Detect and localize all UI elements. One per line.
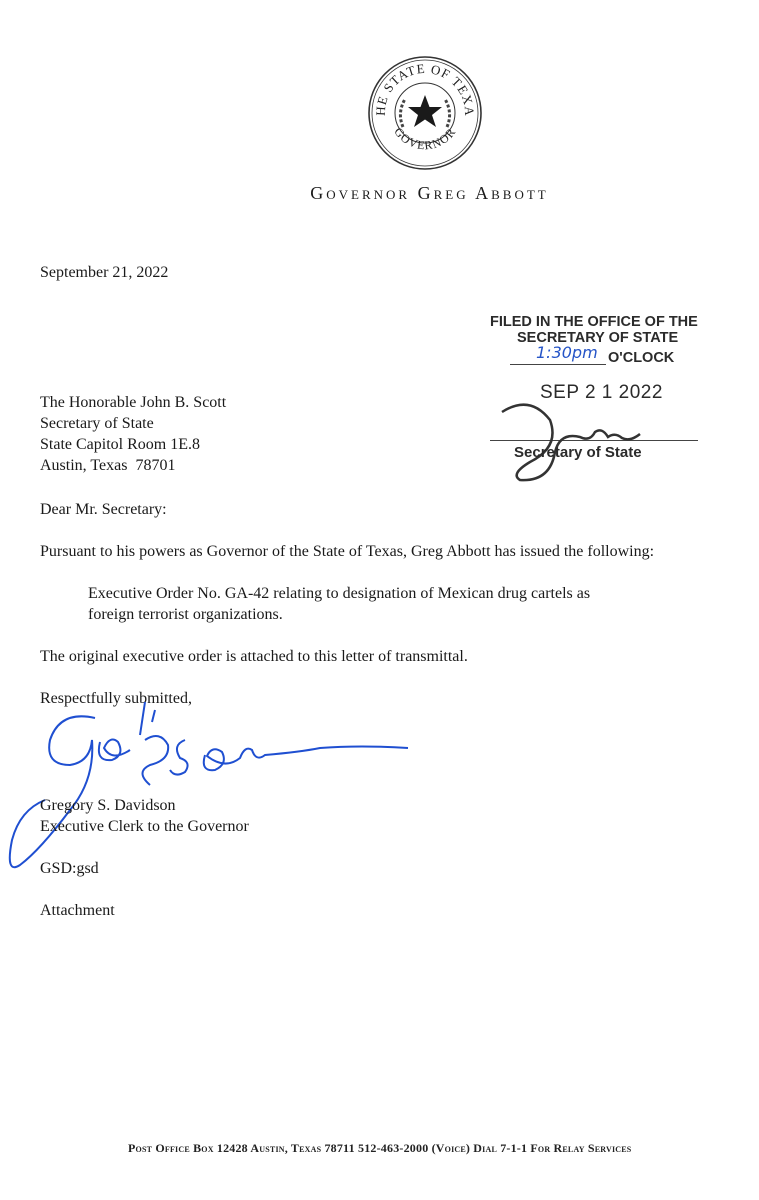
seal-text-top: HE STATE OF TEXA — [372, 60, 478, 117]
letter-date: September 21, 2022 — [40, 264, 169, 281]
stamp-signature-scribble — [490, 392, 710, 482]
svg-text:GOVERNOR — [391, 125, 458, 153]
star-icon — [408, 95, 442, 127]
executive-order-line2: foreign terrorist organizations. — [88, 606, 283, 623]
stamp-date: SEP 2 1 2022 — [540, 382, 663, 403]
signer-name: Gregory S. Davidson — [40, 797, 176, 814]
stamp-time-underline — [510, 364, 606, 365]
recipient-title: Secretary of State — [40, 415, 154, 432]
stamp-signature-label: Secretary of State — [514, 444, 642, 461]
stamp-oclock: O'CLOCK — [608, 350, 675, 366]
salutation: Dear Mr. Secretary: — [40, 501, 167, 518]
intro-paragraph: Pursuant to his powers as Governor of the State of Texas, Greg Abbott has issued the following: — [40, 543, 655, 560]
seal-emblem — [367, 55, 483, 171]
stamp-line2: SECRETARY OF STATE — [517, 330, 679, 346]
recipient-name: The Honorable John B. Scott — [40, 394, 227, 411]
stamp-handwritten-time: 1:30pm — [536, 343, 598, 362]
signer-title: Executive Clerk to the Governor — [40, 818, 249, 835]
enclosure-notation: Attachment — [40, 902, 115, 919]
letterhead-footer: Post Office Box 12428 Austin, Texas 78711 512-463-2000 (Voice) Dial 7-1-1 For Relay Services — [128, 1141, 632, 1155]
recipient-address-line1: State Capitol Room 1E.8 — [40, 436, 200, 453]
filing-stamp — [470, 312, 720, 482]
attached-note: The original executive order is attached to this letter of transmittal. — [40, 648, 468, 665]
recipient-address — [40, 392, 226, 476]
governor-letterhead-name: Governor Greg Abbott — [310, 183, 549, 203]
seal-text-bottom: GOVERNOR — [391, 124, 459, 153]
closing: Respectfully submitted, — [40, 690, 192, 707]
reference-initials: GSD:gsd — [40, 860, 99, 877]
texas-governor-seal — [367, 55, 483, 171]
executive-order-line1: Executive Order No. GA-42 relating to designation of Mexican drug cartels as — [88, 585, 591, 602]
recipient-address-line2: Austin, Texas 78701 — [40, 457, 176, 474]
stamp-line1: FILED IN THE OFFICE OF THE — [490, 314, 698, 330]
